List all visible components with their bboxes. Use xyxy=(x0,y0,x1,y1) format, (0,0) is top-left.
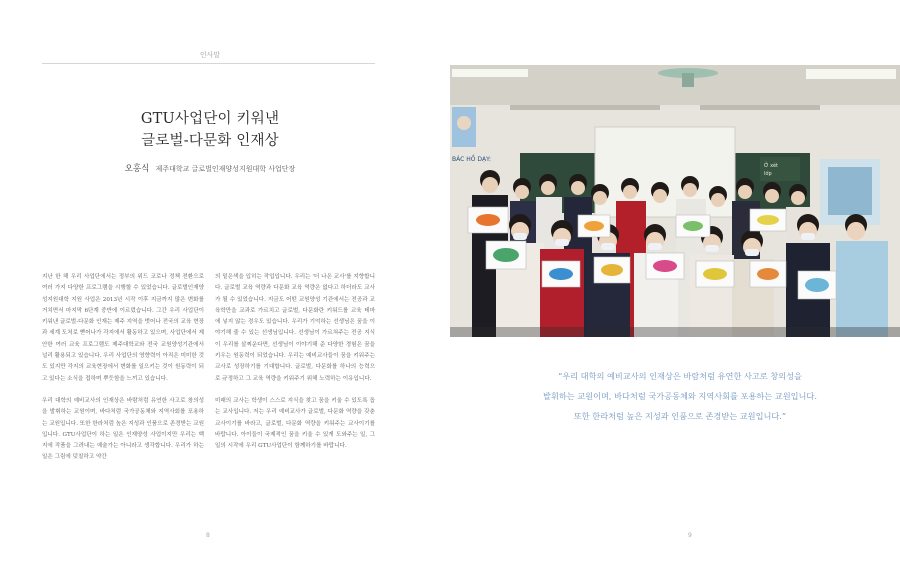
author-byline xyxy=(0,162,420,174)
author-name: 오홍식 xyxy=(124,164,150,174)
quote-line-1: “우리 대학의 예비교사의 인재상은 바람처럼 유연한 사고로 창의성을 xyxy=(558,371,802,381)
body-paragraph: 미래의 교사는 학생이 스스로 지식을 찾고 꿈을 키울 수 있도록 돕는 교사입니다. 저는 우리 예비교사가 글로벌, 다문화 역량을 갖춘 교사이기를 바라고, 글로벌, 다문화 역량을 키워주는 교사이기를 바랍니다. 아이들이 국제적인 꿈을 키울 수 있게 도와주는 일, 그 일의 시작에 우리 GTU사업단이 함께하기를 바랍니다. xyxy=(215,397,375,450)
board-text: BÁC HỒ DẠY: xyxy=(452,156,491,163)
article-title xyxy=(0,108,420,152)
body-column-right xyxy=(215,272,375,463)
section-label: 인사말 xyxy=(199,51,221,59)
section-divider xyxy=(42,63,375,64)
body-paragraph: 지난 한 해 우리 사업단에서는 정부의 위드 코로나 정책 전환으로 여러 가지 다양한 프로그램을 시행할 수 있었습니다. 글로벌인재양성지원대학 지원 사업은 2013년 시작 이후 지금까지 많은 변화를 거치면서 마지막 6단계 중반에 이르렀습니다. 그간 우리 사업단이 키워낸 글로벌-다문화 인재는 제주 지역을 벗어나 전국의 교육 현장과 세계 도처로 뻗어나가 각지에서 활동하고 있으며, 사업단에서 제안한 여러 교육 프로그램도 제주대학교와 전국 교원양성기관에서 널리 활용되고 있습니다. 우리 사업단의 영향력이 아직은 미미한 것도 있지만 각지의 교육현장에서 변화를 일으키는 것이 원동력이 되고 있다는 소식을 접하며 뿌듯함을 느끼고 있습니다. xyxy=(42,274,205,382)
quote-line-3: 또한 한라처럼 높은 지성과 인품으로 존경받는 교원입니다.” xyxy=(573,411,787,421)
quote-line-2: 발휘하는 교원이며, 바다처럼 국가공동체와 지역사회를 포용하는 교원입니다. xyxy=(543,391,817,401)
body-paragraph: 우리 대학의 예비교사의 인재상은 바람처럼 유연한 사고로 창의성을 발휘하는 교원이며, 바다처럼 국가공동체와 지역사회를 포용하는 교원입니다. 또한 한라처럼 높은 지성과 인품으로 존경받는 교원입니다. GTU사업단이 하는 일은 인재양성 사업이지만 우리는 백지에 작품을 그려내는 예술가는 아니라고 생각합니다. 우리가 하는 일은 그림에 덧칠하고 약간 xyxy=(42,397,204,461)
group-photo xyxy=(450,65,900,337)
body-column-left xyxy=(42,272,204,475)
author-affiliation: 제주대학교 글로벌인재양성지원대학 사업단장 xyxy=(155,165,296,173)
page-number-left: 8 xyxy=(206,532,210,539)
title-line-2: 글로벌-다문화 인재상 xyxy=(141,133,279,149)
page-number-right: 9 xyxy=(688,532,692,539)
body-paragraph: 의 밑은색을 입히는 작업입니다. 우리는 '더 나은 교사'를 지향합니다. 글로벌 교육 역량과 다문화 교육 역량은 없다고 하더라도 교사가 될 수 있었습니다. 지금도 어떤 교원양성 기관에서는 전공과 교육학만을 교과로 가르치고 글로벌, 다문화란 키워드를 교육 테마에 넣지 않는 경우도 있습니다. 우리가 기억하는 선생님은 꿈을 이야기해 줄 수 있는 선생님입니다. 선생님이 가르쳐주는 전공 지식이 우리를 살찌운다면, 선생님이 이야기해 준 다양한 경험은 꿈을 키우는 원동력이 되었습니다. 우리는 예비교사들이 꿈을 키워주는 교사로 성장하기를 기대합니다. 글로벌, 다문화를 하나의 능력으로 규정하고 그 교육 역량을 키워주기 위해 노력하는 이유입니다. xyxy=(215,274,375,382)
title-line-1: GTU사업단이 키워낸 xyxy=(140,111,280,127)
board-text: Ở xét xyxy=(764,163,778,169)
board-text: lớp xyxy=(764,171,772,177)
pull-quote xyxy=(470,366,890,426)
